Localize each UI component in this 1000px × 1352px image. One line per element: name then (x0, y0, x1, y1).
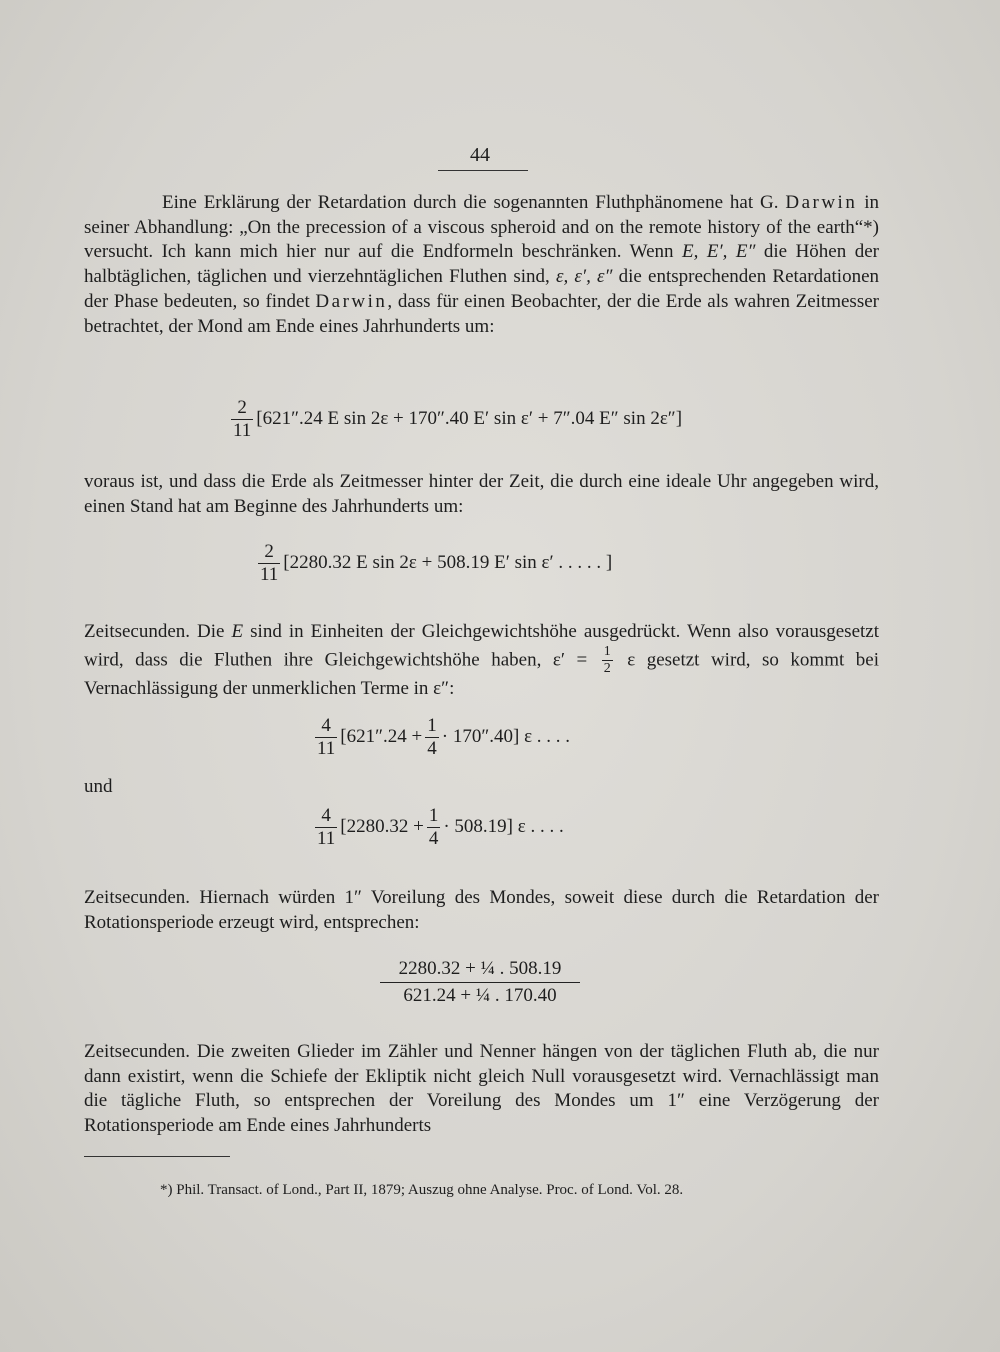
paragraph-3: Zeitsecunden. Die E sind in Einheiten der Gleichgewichtshöhe ausgedrückt. Wenn also vorausgesetzt wird, dass die Fluthen ihre Gleichgewichtshöhe haben, ε′ = $\frac{1}{2}$ ε gesetzt wird, so kommt bei Vernachlässigung der unmerklichen Terme in ε″: (84, 621, 879, 700)
fraction-2-11: $\frac{2}{11}$ (233, 397, 252, 441)
fraction-2-11: $\frac{2}{11}$ (260, 541, 279, 585)
equation-1-body: [621″.24 E sin 2ε + 170″.40 E′ sin ε′ + 7″.04 E″ sin 2ε″] (256, 408, 683, 430)
fraction-one-half: $\frac{1}{2}$ (603, 643, 611, 677)
fraction-one-quarter: $\frac{1}{4}$ (428, 805, 439, 849)
equation-5-denominator: 621.24 + ¼ . 170.40 (380, 982, 580, 1007)
symbol-retardations: ε, ε′, ε″ (555, 266, 613, 288)
equation-3: $\frac{4}{11}$ [621″.24 + $\frac{1}{4}$ · 170″.40] ε . . . . (317, 715, 571, 759)
equation-2 (255, 542, 612, 585)
equation-1 (228, 398, 682, 441)
equation-2-body: [2280.32 E sin 2ε + 508.19 E′ sin ε′ . . . . . ] (283, 552, 613, 574)
footnote-rule (84, 1156, 230, 1157)
equation-5-numerator: 2280.32 + ¼ . 508.19 (398, 958, 562, 979)
paragraph-4: Zeitsecunden. Hiernach würden 1″ Voreilung des Mondes, soweit diese durch die Retardation der Rotationsperiode erzeugt wird, entsprechen: (84, 887, 879, 933)
page-number: 44 (470, 144, 490, 166)
author-name-darwin: Darwin (315, 290, 388, 312)
paragraph-2: voraus ist, und dass die Erde als Zeitmesser hinter der Zeit, die durch eine ideale Uhr angegeben wird, einen Stand hat am Beginne des Jahrhunderts um: (84, 471, 879, 517)
fraction-one-quarter: $\frac{1}{4}$ (427, 715, 437, 759)
equation-4: $\frac{4}{11}$ [2280.32 + $\frac{1}{4}$ · 508.19] ε . . . . (317, 805, 564, 849)
footnote: *) Phil. Transact. of Lond., Part II, 1879; Auszug ohne Analyse. Proc. of Lond. Vol. 28. (160, 1182, 684, 1198)
equation-5-fraction (380, 958, 580, 1007)
paragraph-intro-text: Eine Erklärung der Retardation durch die sogenannten Fluthphänomene hat G. Darwin in seiner Abhandlung: „On the precession of a viscous spheroid and on the remote history of the earth“*) versucht. Ich kann mich hier nur auf die Endformeln beschränken. Wenn E, E′, E″ die Höhen der halbtäglichen, täglichen und vierzehntäglichen Fluthen sind, ε, ε′, ε″ die entsprechenden Retardationen der Phase bedeuten, so findet Darwin, dass für einen Beobachter, der die Erde als wahren Zeitmesser betrachtet, der Mond am Ende eines Jahrhunderts um: (84, 192, 879, 337)
fraction-4-11: $\frac{4}{11}$ (317, 715, 336, 759)
page-number-rule (438, 170, 528, 171)
word-und: und (84, 776, 113, 797)
paragraph-intro (84, 191, 879, 339)
fraction-4-11: $\frac{4}{11}$ (317, 805, 336, 849)
symbol-heights: E, E′, E″ (682, 241, 756, 263)
author-name-darwin: Darwin (785, 192, 858, 213)
paragraph-5: Zeitsecunden. Die zweiten Glieder im Zähler und Nenner hängen von der täglichen Fluth ab, die nur dann existirt, wenn die Schiefe der Ekliptik nicht gleich Null vorausgesetzt wird. Vernachlässigt man die tägliche Fluth, so entsprechen der Voreilung des Mondes um 1″ eine Verzögerung der Rotationsperiode am Ende eines Jahrhunderts (84, 1041, 879, 1137)
